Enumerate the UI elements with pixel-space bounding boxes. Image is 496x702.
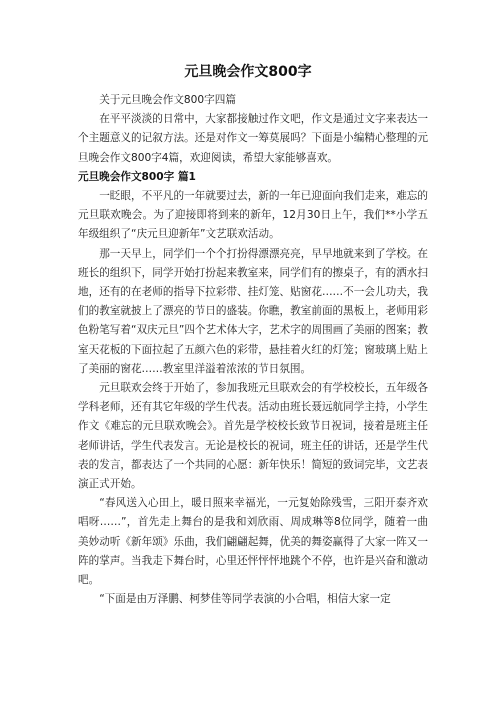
document-subtitle: 关于元旦晚会作文800字四篇 (99, 94, 236, 106)
body-paragraph: 元旦联欢会终于开始了，参加我班元旦联欢会的有学校校长，五年级各学科老师，还有其它年级的学生代表。活动由班长聂远航同学主持，小学生作文《难忘的元旦联欢晚会》。首先是学校校长致节日祝词，接着是班主任老师讲话，学生代表发言。无论是校长的祝词，班主任的讲话，还是学生代表的发言，都表达了一个共同的心愿：新年快乐！简短的致词完毕，文艺表演正式开始。 (78, 382, 428, 491)
section-heading: 元旦晚会作文800字 篇1 (78, 170, 196, 183)
document-body (78, 91, 428, 609)
body-paragraph: 那一天早上，同学们一个个打扮得漂漂亮亮，早早地就来到了学校。在班长的组织下，同学开始打扮起来教室来，同学们有的擦桌子，有的洒水扫地，还有的在老师的指导下拉彩带、挂灯笼、贴窗花……不一会儿功夫，我们的教室就披上了漂亮的节日的盛装。你瞧，教室前面的黑板上，老师用彩色粉笔写着“双庆元旦”四个艺术体大字，艺术字的周围画了美丽的图案；教室天花板的下面拉起了五颜六色的彩带，悬挂着火红的灯笼；窗玻璃上贴上了美丽的窗花……教室里洋溢着浓浓的节日氛围。 (78, 247, 428, 375)
body-paragraph: “下面是由万泽鹏、柯梦佳等同学表演的小合唱，相信大家一定 (99, 593, 391, 606)
body-paragraph: “春风送入心田上，暖日照来幸福光，一元复始除残雪，三阳开泰齐欢唱呀……”，首先走上舞台的是我和刘欣雨、周成琳等8位同学，随着一曲美妙动听《新年颂》乐曲，我们翩翩起舞，优美的舞姿赢得了大家一阵又一阵的掌声。当我走下舞台时，心里还怦怦怦地跳个不停，也许是兴奋和激动吧。 (78, 497, 428, 587)
body-paragraph: 在平平淡淡的日常中，大家都接触过作文吧，作文是通过文字来表达一个主题意义的记叙方法。还是对作文一筹莫展吗？下面是小编精心整理的元旦晚会作文800字4篇，欢迎阅读，希望大家能够喜欢。 (78, 113, 428, 164)
body-paragraph: 一眨眼，不平凡的一年就要过去，新的一年已迎面向我们走来，难忘的元旦联欢晚会。为了迎接即将到来的新年，12月30日上午，我们**小学五年级组织了“庆元旦迎新年”文艺联欢活动。 (78, 190, 428, 241)
page-title: 元旦晚会作文800字 (184, 64, 312, 80)
